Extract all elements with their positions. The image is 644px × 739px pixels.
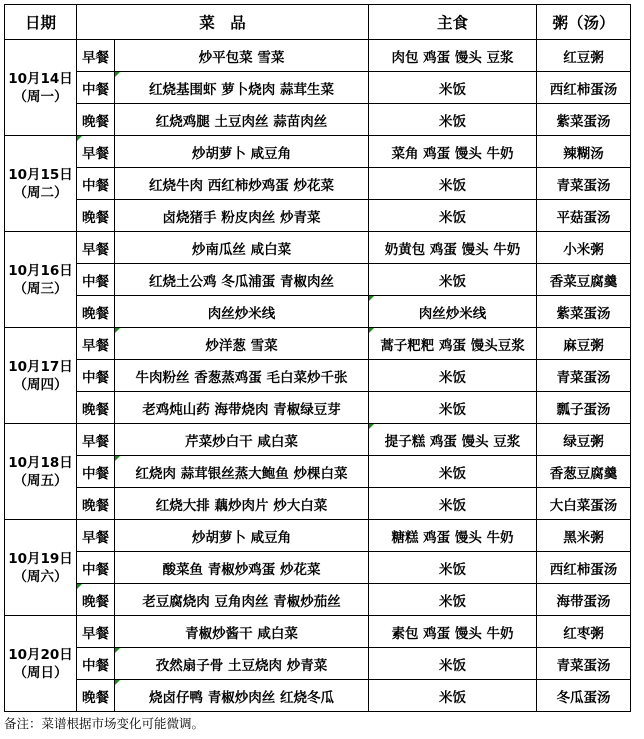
soup-cell: 黑米粥 xyxy=(537,520,631,552)
menu-row xyxy=(5,40,631,72)
menu-row xyxy=(5,584,631,616)
menu-row xyxy=(5,456,631,488)
meal-type-cell: 晚餐 xyxy=(77,104,115,136)
meal-type-cell: 晚餐 xyxy=(77,584,115,616)
dishes-cell: 孜然扇子骨 土豆烧肉 炒青菜 xyxy=(115,648,369,680)
menu-row xyxy=(5,328,631,360)
dishes-cell: 炒胡萝卜 咸豆角 xyxy=(115,136,369,168)
staple-cell: 米饭 xyxy=(369,72,537,104)
footnote: 备注：菜谱根据市场变化可能微调。 xyxy=(4,716,205,731)
soup-cell: 紫菜蛋汤 xyxy=(537,104,631,136)
date-cell xyxy=(5,232,77,328)
meal-type-cell: 中餐 xyxy=(77,360,115,392)
date-text: 10月14日 xyxy=(8,70,73,87)
soup-cell: 青菜蛋汤 xyxy=(537,168,631,200)
staple-cell: 提子糕 鸡蛋 馒头 豆浆 xyxy=(369,424,537,456)
weekday-text: （周四） xyxy=(13,376,68,393)
dishes-cell: 卤烧猪手 粉皮肉丝 炒青菜 xyxy=(115,200,369,232)
soup-cell: 平菇蛋汤 xyxy=(537,200,631,232)
menu-row xyxy=(5,488,631,520)
meal-type-cell: 中餐 xyxy=(77,72,115,104)
soup-cell: 青菜蛋汤 xyxy=(537,648,631,680)
header-date: 日期 xyxy=(5,5,77,40)
date-text: 10月17日 xyxy=(8,358,73,375)
menu-sheet xyxy=(4,4,630,712)
weekday-text: （周日） xyxy=(13,664,68,681)
staple-cell: 米饭 xyxy=(369,584,537,616)
dishes-cell: 青椒炒酱干 咸白菜 xyxy=(115,616,369,648)
weekday-text: （周五） xyxy=(13,472,68,489)
meal-type-cell: 早餐 xyxy=(77,616,115,648)
staple-cell: 米饭 xyxy=(369,360,537,392)
date-cell xyxy=(5,40,77,136)
date-cell xyxy=(5,520,77,616)
menu-row xyxy=(5,72,631,104)
soup-cell: 西红柿蛋汤 xyxy=(537,552,631,584)
soup-cell: 辣糊汤 xyxy=(537,136,631,168)
staple-cell: 蒿子粑粑 鸡蛋 馒头豆浆 xyxy=(369,328,537,360)
menu-row xyxy=(5,136,631,168)
date-cell xyxy=(5,424,77,520)
date-cell xyxy=(5,616,77,712)
soup-cell: 大白菜蛋汤 xyxy=(537,488,631,520)
meal-type-cell: 晚餐 xyxy=(77,680,115,712)
dishes-cell: 酸菜鱼 青椒炒鸡蛋 炒花菜 xyxy=(115,552,369,584)
date-text: 10月15日 xyxy=(8,166,73,183)
date-text: 10月18日 xyxy=(8,454,73,471)
menu-row xyxy=(5,552,631,584)
dishes-cell: 牛肉粉丝 香葱蒸鸡蛋 毛白菜炒千张 xyxy=(115,360,369,392)
staple-cell: 米饭 xyxy=(369,456,537,488)
meal-type-cell: 晚餐 xyxy=(77,200,115,232)
header-row xyxy=(5,5,631,40)
staple-cell: 米饭 xyxy=(369,200,537,232)
menu-row xyxy=(5,424,631,456)
soup-cell: 西红柿蛋汤 xyxy=(537,72,631,104)
soup-cell: 冬瓜蛋汤 xyxy=(537,680,631,712)
weekday-text: （周二） xyxy=(13,184,68,201)
header-dishes: 菜 品 xyxy=(77,5,369,40)
staple-cell: 菜角 鸡蛋 馒头 牛奶 xyxy=(369,136,537,168)
menu-row xyxy=(5,648,631,680)
menu-row xyxy=(5,264,631,296)
meal-type-cell: 早餐 xyxy=(77,424,115,456)
menu-row xyxy=(5,680,631,712)
staple-cell: 肉包 鸡蛋 馒头 豆浆 xyxy=(369,40,537,72)
soup-cell: 红枣粥 xyxy=(537,616,631,648)
header-soup: 粥（汤） xyxy=(537,5,631,40)
dishes-cell: 红烧肉 蒜茸银丝蒸大鲍鱼 炒棵白菜 xyxy=(115,456,369,488)
staple-cell: 米饭 xyxy=(369,392,537,424)
staple-cell: 米饭 xyxy=(369,488,537,520)
menu-row xyxy=(5,360,631,392)
soup-cell: 红豆粥 xyxy=(537,40,631,72)
menu-row xyxy=(5,200,631,232)
dishes-cell: 红烧大排 藕炒肉片 炒大白菜 xyxy=(115,488,369,520)
staple-cell: 素包 鸡蛋 馒头 牛奶 xyxy=(369,616,537,648)
staple-cell: 糖糕 鸡蛋 馒头 牛奶 xyxy=(369,520,537,552)
menu-row xyxy=(5,168,631,200)
weekly-menu-table xyxy=(4,4,631,712)
meal-type-cell: 早餐 xyxy=(77,232,115,264)
dishes-cell: 老豆腐烧肉 豆角肉丝 青椒炒茄丝 xyxy=(115,584,369,616)
menu-body xyxy=(5,40,631,712)
dishes-cell: 芹菜炒白干 咸白菜 xyxy=(115,424,369,456)
soup-cell: 麻豆粥 xyxy=(537,328,631,360)
staple-cell: 米饭 xyxy=(369,104,537,136)
meal-type-cell: 晚餐 xyxy=(77,296,115,328)
weekday-text: （周六） xyxy=(13,568,68,585)
dishes-cell: 烧卤仔鸭 青椒炒肉丝 红烧冬瓜 xyxy=(115,680,369,712)
soup-cell: 绿豆粥 xyxy=(537,424,631,456)
meal-type-cell: 早餐 xyxy=(77,328,115,360)
date-text: 10月20日 xyxy=(8,646,73,663)
date-text: 10月16日 xyxy=(8,262,73,279)
soup-cell: 紫菜蛋汤 xyxy=(537,296,631,328)
dishes-cell: 炒平包菜 雪菜 xyxy=(115,40,369,72)
menu-row xyxy=(5,232,631,264)
meal-type-cell: 中餐 xyxy=(77,552,115,584)
menu-row xyxy=(5,520,631,552)
meal-type-cell: 晚餐 xyxy=(77,488,115,520)
header-staple: 主食 xyxy=(369,5,537,40)
dishes-cell: 红烧基围虾 萝卜烧肉 蒜茸生菜 xyxy=(115,72,369,104)
staple-cell: 米饭 xyxy=(369,168,537,200)
menu-row xyxy=(5,296,631,328)
meal-type-cell: 中餐 xyxy=(77,648,115,680)
menu-row xyxy=(5,104,631,136)
soup-cell: 香菜豆腐羹 xyxy=(537,264,631,296)
soup-cell: 香葱豆腐羹 xyxy=(537,456,631,488)
soup-cell: 瓢子蛋汤 xyxy=(537,392,631,424)
weekday-text: （周一） xyxy=(13,88,68,105)
staple-cell: 米饭 xyxy=(369,552,537,584)
soup-cell: 小米粥 xyxy=(537,232,631,264)
meal-type-cell: 中餐 xyxy=(77,168,115,200)
meal-type-cell: 早餐 xyxy=(77,520,115,552)
dishes-cell: 炒洋葱 雪菜 xyxy=(115,328,369,360)
dishes-cell: 红烧土公鸡 冬瓜浦蛋 青椒肉丝 xyxy=(115,264,369,296)
meal-type-cell: 早餐 xyxy=(77,136,115,168)
meal-type-cell: 早餐 xyxy=(77,40,115,72)
menu-row xyxy=(5,616,631,648)
soup-cell: 海带蛋汤 xyxy=(537,584,631,616)
dishes-cell: 肉丝炒米线 xyxy=(115,296,369,328)
staple-cell: 米饭 xyxy=(369,680,537,712)
dishes-cell: 红烧鸡腿 土豆肉丝 蒜苗肉丝 xyxy=(115,104,369,136)
staple-cell: 肉丝炒米线 xyxy=(369,296,537,328)
meal-type-cell: 中餐 xyxy=(77,456,115,488)
weekday-text: （周三） xyxy=(13,280,68,297)
staple-cell: 米饭 xyxy=(369,648,537,680)
staple-cell: 奶黄包 鸡蛋 馒头 牛奶 xyxy=(369,232,537,264)
soup-cell: 青菜蛋汤 xyxy=(537,360,631,392)
staple-cell: 米饭 xyxy=(369,264,537,296)
menu-row xyxy=(5,392,631,424)
date-text: 10月19日 xyxy=(8,550,73,567)
meal-type-cell: 晚餐 xyxy=(77,392,115,424)
date-cell xyxy=(5,136,77,232)
meal-type-cell: 中餐 xyxy=(77,264,115,296)
dishes-cell: 炒南瓜丝 咸白菜 xyxy=(115,232,369,264)
dishes-cell: 炒胡萝卜 咸豆角 xyxy=(115,520,369,552)
dishes-cell: 老鸡炖山药 海带烧肉 青椒绿豆芽 xyxy=(115,392,369,424)
dishes-cell: 红烧牛肉 西红柿炒鸡蛋 炒花菜 xyxy=(115,168,369,200)
date-cell xyxy=(5,328,77,424)
